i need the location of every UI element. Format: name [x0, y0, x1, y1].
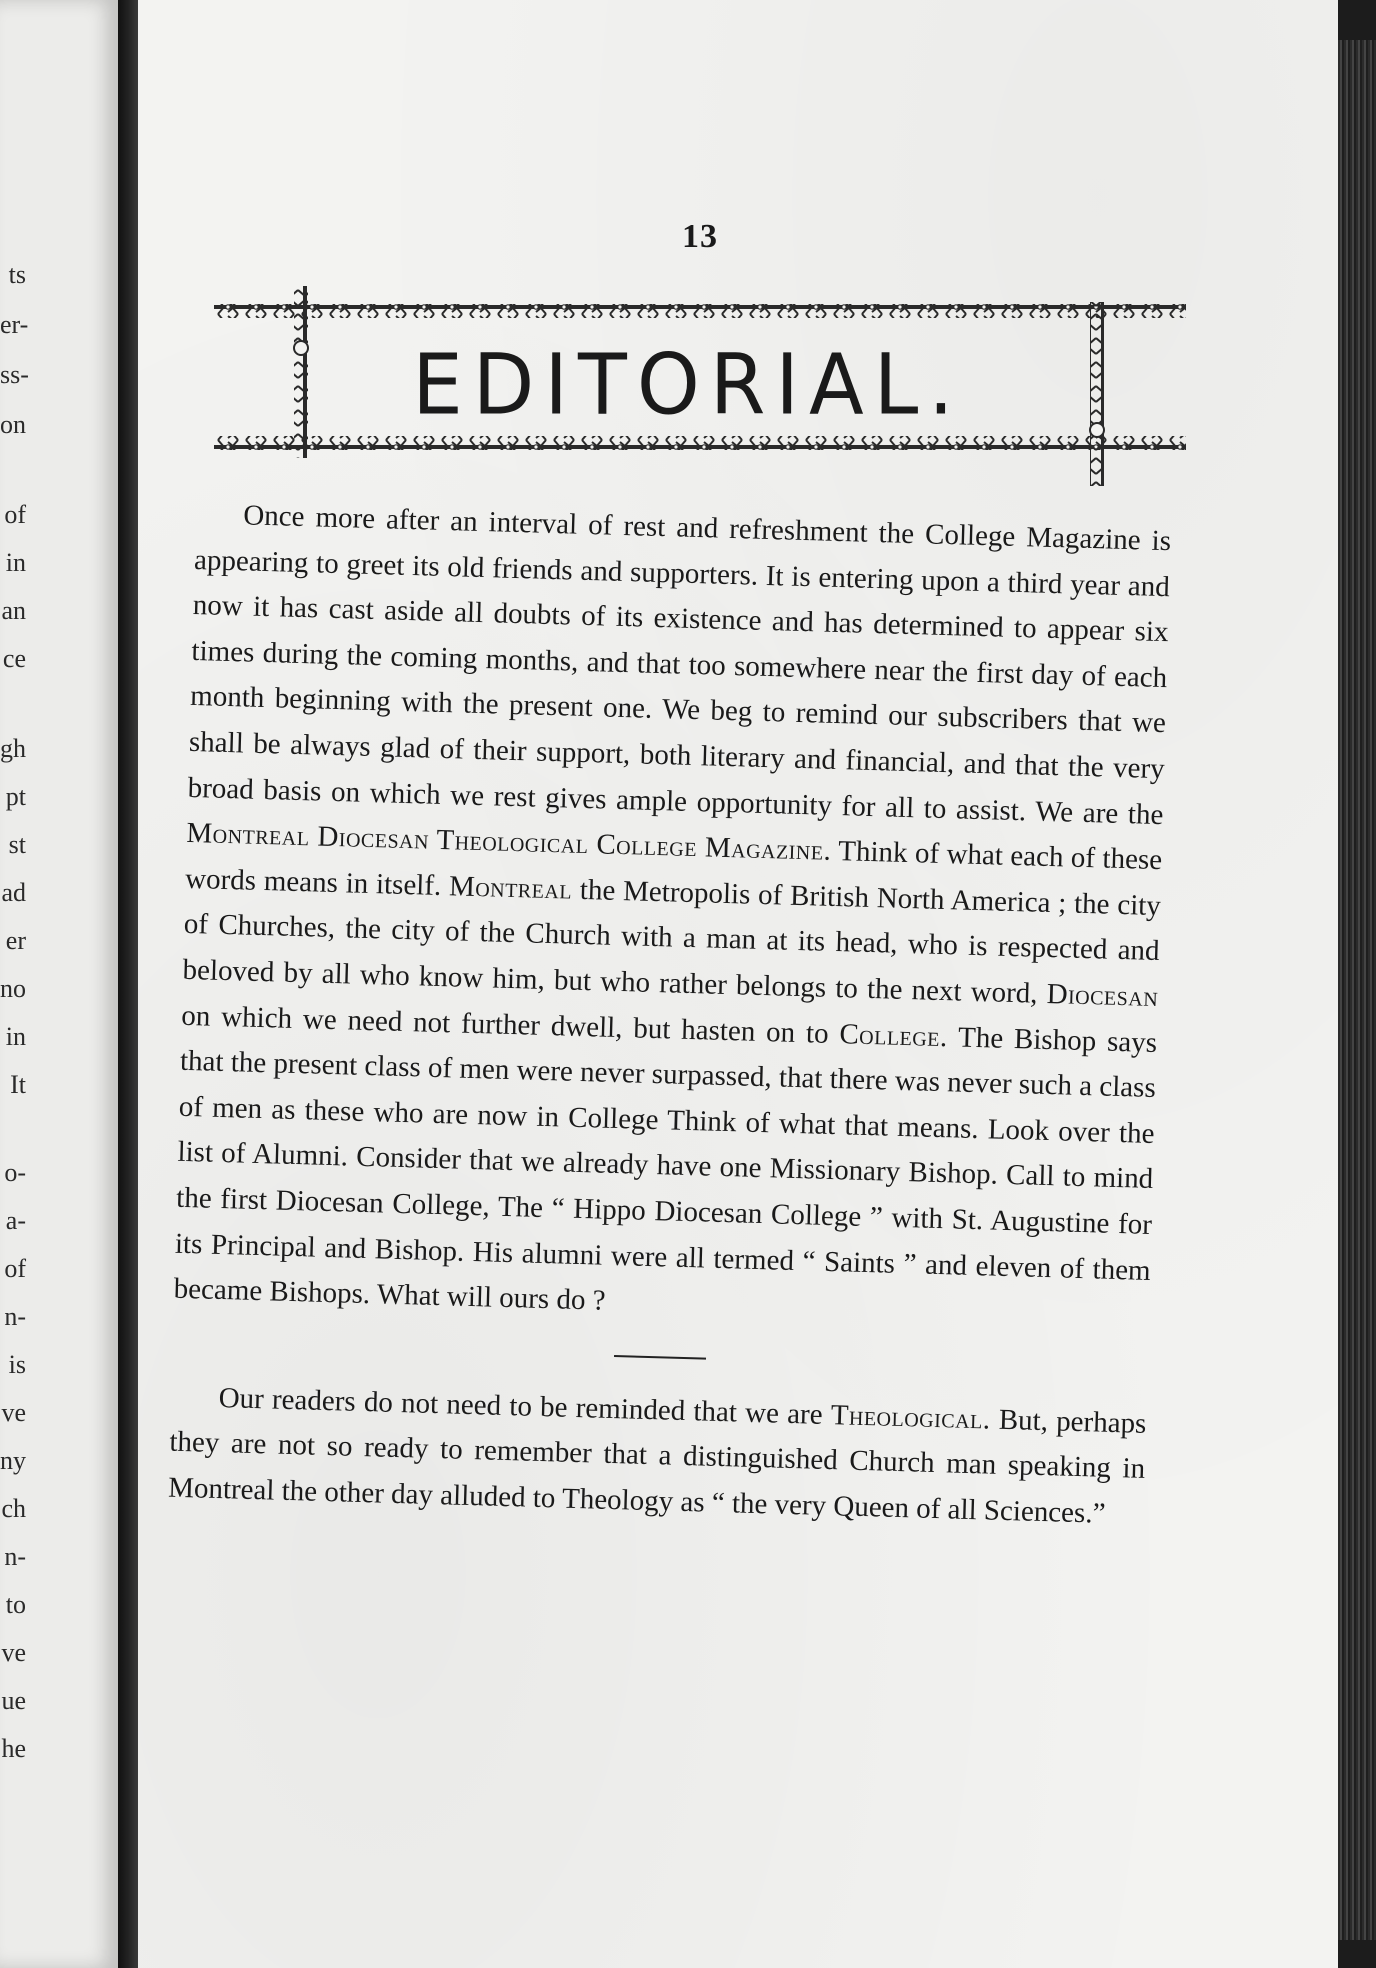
small-caps-run: Theological.	[830, 1398, 992, 1436]
book-gutter	[118, 0, 138, 1968]
paragraph-1	[173, 492, 1172, 1340]
left-page-fragment: of	[4, 500, 26, 529]
left-page-fragment: a-	[5, 1206, 26, 1235]
text-run: Once more after an interval of rest and refreshment the College Magazine is appearing to greet its old friends and supporters. It is entering upon a third year and now it has cast aside all doubts of its existence and has determined to appear six times during the coming months, and that too somewhere near the first day of each month beginning with the present one. We beg to remind our subscribers that we shall be always glad of their support, both literary and financial, and that the very broad basis on which we rest gives ample opportunity for all to assist. We are the	[187, 499, 1172, 831]
text-run: The Bishop says that the present class of men were never surpassed, that there was never such a class of men as these who are now in College Think of what that means. Look over the list of Alumni. Consider that we already have one Missionary Bishop. Call to mind the first Diocesan College, The “ Hippo Diocesan College ” with St. Augustine for its Principal and Bishop. His alumni were all termed “ Saints ” and eleven of them became Bishops. What will ours do ?	[173, 1020, 1158, 1317]
left-page-fragment: gh	[0, 734, 26, 763]
text-run: But, perhaps they are not so ready to remember that a distinguished Church man speaking in Montreal the other day alluded to Theology as “ the very Queen of all Sciences.”	[167, 1403, 1147, 1530]
left-page-fragment: ch	[1, 1494, 26, 1523]
text-run: on which we need not further dwell, but hasten on to	[180, 999, 840, 1050]
left-page-fragment: er-	[0, 310, 29, 339]
left-page-fragment: he	[1, 1734, 26, 1763]
paragraph-2	[168, 1374, 1147, 1538]
text-run: the Metropolis of British North America ; the city of Churches, the city of the Church with a man at its head, who is respected and beloved by all who know him, but who rather belongs to the next word,	[182, 873, 1162, 1010]
left-facing-page	[0, 0, 118, 1968]
text-run: Think of what each of these words means in itself.	[184, 835, 1163, 902]
left-page-fragment: on	[0, 410, 26, 439]
section-separator	[614, 1355, 706, 1360]
left-page-fragment: er	[5, 926, 26, 955]
section-title: EDITORIAL.	[412, 335, 964, 434]
left-page-fragment: o-	[4, 1158, 26, 1187]
left-page-fragment: It	[10, 1070, 26, 1099]
left-page-fragment: n-	[4, 1542, 26, 1571]
left-page-fragment: to	[5, 1590, 26, 1619]
left-page-fragment: pt	[5, 782, 26, 811]
left-page-fragment: an	[1, 596, 26, 625]
article-body	[168, 492, 1172, 1538]
left-page-fragment: ts	[8, 260, 26, 289]
left-page-fragment: ce	[2, 644, 26, 673]
editorial-header	[214, 286, 1186, 486]
left-page-fragment: n-	[4, 1302, 26, 1331]
bottom-ornament-band	[214, 436, 1186, 450]
small-caps-run: Montreal Diocesan Theological College Magazine.	[186, 817, 832, 868]
left-page-fragment: of	[4, 1254, 26, 1283]
page-number: 13	[682, 218, 718, 255]
page-edges	[1338, 40, 1376, 1940]
text-run: Our readers do not need to be reminded that we are	[218, 1381, 832, 1431]
left-page-fragment: ue	[1, 1686, 26, 1715]
left-page-fragment: in	[5, 1022, 26, 1051]
top-ornament-band	[214, 304, 1186, 318]
left-page-fragment: ve	[1, 1638, 26, 1667]
small-caps-run: College.	[839, 1017, 949, 1053]
left-page-fragment: st	[8, 830, 26, 859]
small-caps-run: Montreal	[448, 869, 573, 906]
left-page-fragment: no	[0, 974, 26, 1003]
left-page-fragment: in	[5, 548, 26, 577]
small-caps-run: Diocesan	[1046, 977, 1159, 1013]
left-page-fragment: ve	[1, 1398, 26, 1427]
left-page-fragment: ny	[0, 1446, 26, 1475]
left-page-fragment: ad	[1, 878, 26, 907]
left-page-fragment: ss-	[0, 360, 29, 389]
left-page-fragment: is	[8, 1350, 26, 1379]
